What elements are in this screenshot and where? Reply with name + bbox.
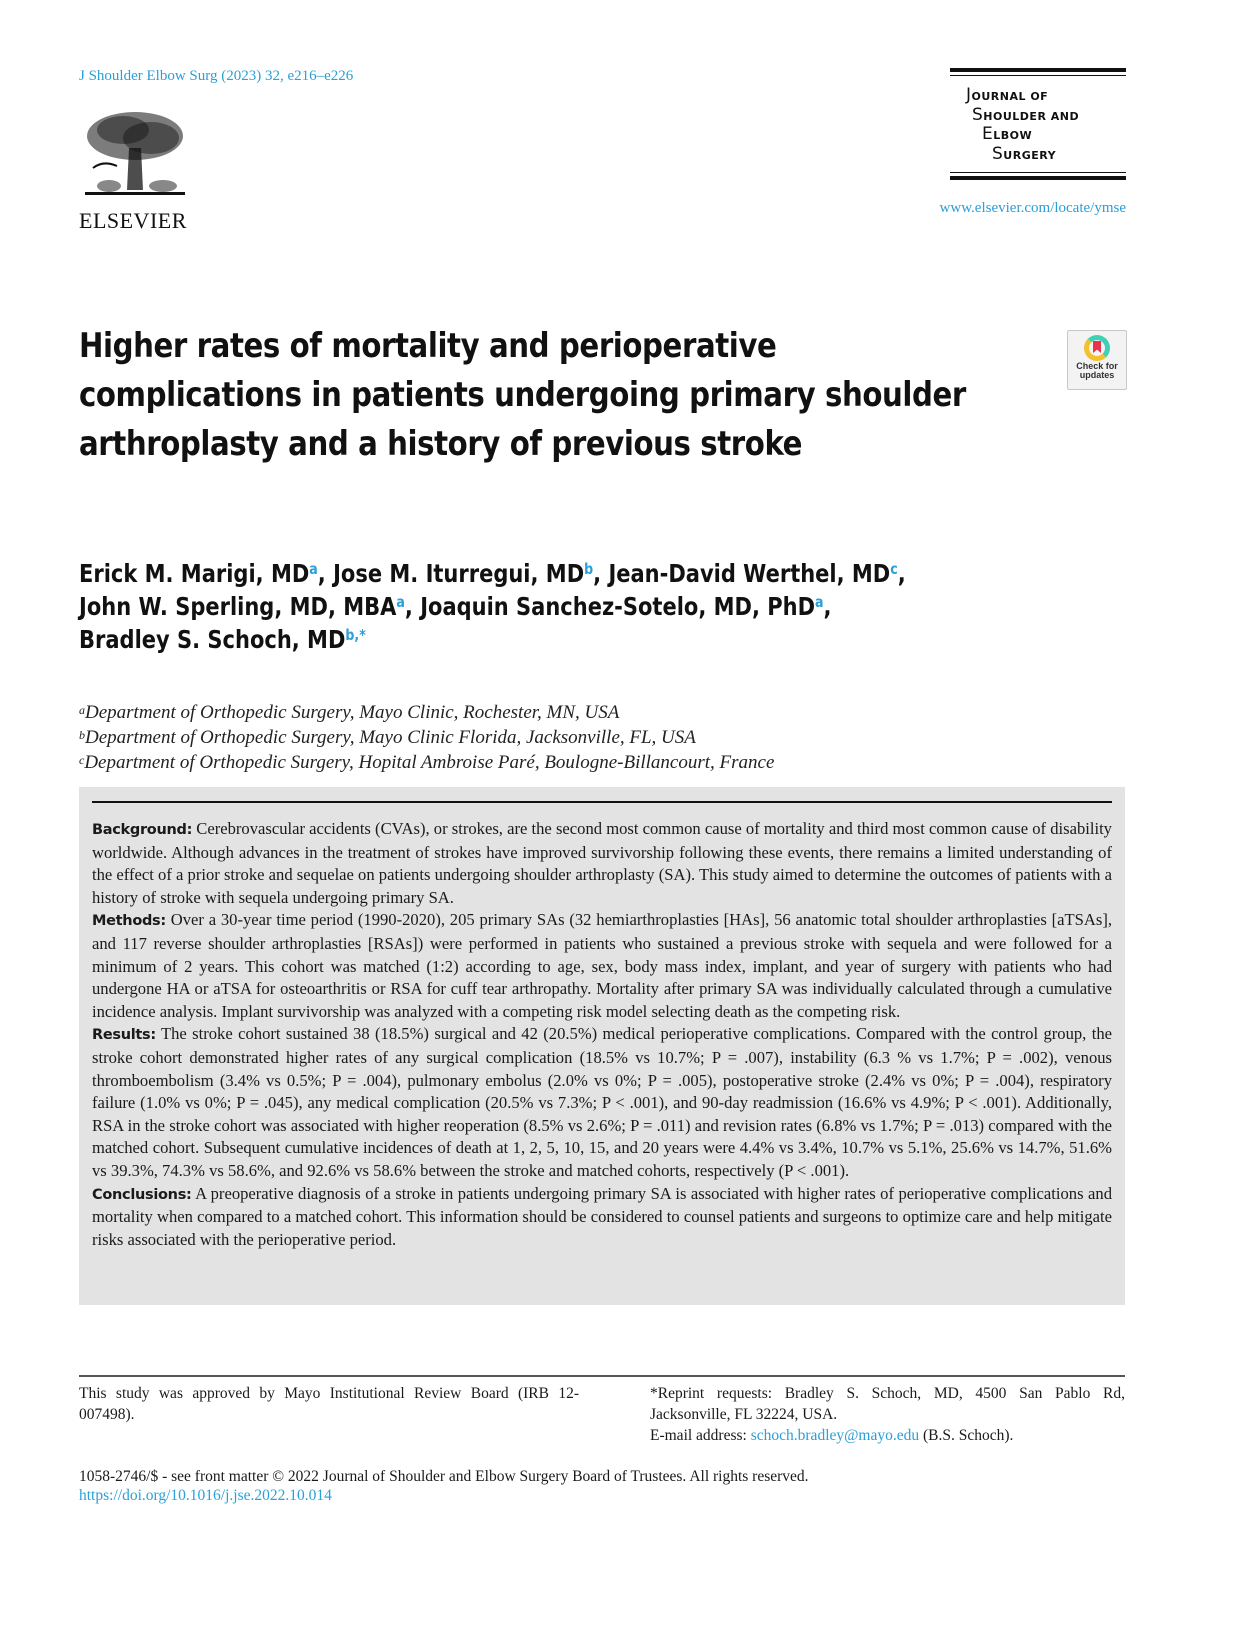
email-suffix: (B.S. Schoch). <box>922 1427 1014 1444</box>
affiliation-link[interactable]: a <box>815 593 824 611</box>
journal-name-line-3: ELBOW <box>982 124 1033 145</box>
affiliation-link[interactable]: c <box>890 560 898 578</box>
abstract-section-label: Background: <box>92 822 193 838</box>
author-name: John W. Sperling, MD, MBA <box>79 592 397 621</box>
journal-name-line-4: SURGERY <box>992 143 1057 164</box>
reprint-footnote <box>626 1383 1125 1446</box>
elsevier-logo <box>79 108 191 234</box>
affiliation-link[interactable]: a <box>309 560 318 578</box>
author-name: Jose M. Iturregui, MD <box>333 559 585 588</box>
journal-url-link[interactable]: www.elsevier.com/locate/ymse <box>939 200 1126 216</box>
abstract-section-label: Conclusions: <box>92 1186 192 1203</box>
author-list: Erick M. Marigi, MD$^a$, Jose M. Iturregui, MD$^b$, Jean-David Werthel, MD$^c$, John W. Sperling, MD, MBA$^a$, Joaquin Sanchez-Sotelo, MD, PhD$^a$, Bradley S. Schoch, MD$^{b,*}$ <box>79 559 906 654</box>
abstract-box <box>79 787 1125 1305</box>
abstract-background: Background: Cerebrovascular accidents (CVAs), or strokes, are the second most common cause of mortality and third most common cause of disability worldwide. Although advances in the treatment of strokes have improved survivorship following these events, there remains a limited understanding of the effect of a prior stroke and sequelae on patients undergoing shoulder arthroplasty (SA). This study aimed to determine the outcomes of patients with a history of stroke with sequela undergoing primary SA. <box>92 819 1112 907</box>
doi-link[interactable]: https://doi.org/10.1016/j.jse.2022.10.014 <box>79 1487 332 1504</box>
check-for-updates-icon <box>1084 335 1110 361</box>
check-for-updates-button[interactable] <box>1067 330 1127 390</box>
abstract-body <box>92 818 1112 1251</box>
abstract-section-label: Results: <box>92 1027 156 1044</box>
journal-citation-link[interactable]: J Shoulder Elbow Surg (2023) 32, e216–e226 <box>79 68 354 84</box>
affiliation-link[interactable]: b,* <box>345 626 366 644</box>
author-name: Joaquin Sanchez-Sotelo, MD, PhD <box>420 592 816 621</box>
author-name: Bradley S. Schoch, MD <box>79 625 346 654</box>
elsevier-tree-icon <box>83 108 187 201</box>
affiliation-item: $^b$Department of Orthopedic Surgery, Mayo Clinic Florida, Jacksonville, FL, USA <box>79 727 696 748</box>
masthead-top-rule <box>950 68 1126 72</box>
masthead-bottom-rule <box>950 176 1126 180</box>
masthead-bottom-rule-thin <box>950 172 1126 173</box>
affiliation-link[interactable]: b <box>584 560 594 578</box>
abstract-section-label: Methods: <box>92 913 166 930</box>
affiliation-item: $^a$Department of Orthopedic Surgery, Mayo Clinic, Rochester, MN, USA <box>79 702 620 723</box>
abstract-methods: Methods: Over a 30-year time period (1990-2020), 205 primary SAs (32 hemiarthroplasties [HAs], 56 anatomic total shoulder arthroplasties [aTSAs], and 117 reverse shoulder arthroplasties [RSAs]) were performed in patients who sustained a previous stroke with sequela and were followed for a minimum of 2 years. This cohort was matched (1:2) according to age, sex, body mass index, implant, and year of surgery with patients who had undergone HA or aTSA for osteoarthritis or RSA for cuff tear arthropathy. Mortality after primary SA was individually calculated through a cumulative incidence analysis. Implant survivorship was analyzed with a competing risk model selecting death as the competing risk. <box>92 910 1112 1021</box>
elsevier-wordmark: ELSEVIER <box>79 208 187 233</box>
email-line <box>626 1425 1125 1446</box>
email-label: E-mail address: <box>650 1427 747 1444</box>
copyright-notice: 1058-2746/$ - see front matter © 2022 Journal of Shoulder and Elbow Surgery Board of Trustees. All rights reserved. <box>79 1468 809 1485</box>
affiliation-list <box>79 700 774 775</box>
reprint-request: *Reprint requests: Bradley S. Schoch, MD, 4500 San Pablo Rd, Jacksonville, FL 32224, USA. <box>650 1385 1125 1423</box>
journal-name-line-2: SHOULDER AND <box>972 104 1080 125</box>
abstract-conclusions: Conclusions: A preoperative diagnosis of a stroke in patients undergoing primary SA is associated with higher rates of perioperative complications and mortality when compared to a matched cohort. This information should be considered to counsel patients and surgeons to optimize care and help mitigate risks associated with the perioperative period. <box>92 1183 1112 1249</box>
affiliation-item: $^c$Department of Orthopedic Surgery, Hopital Ambroise Paré, Boulogne-Billancourt, France <box>79 752 775 773</box>
affiliation-link[interactable]: a <box>396 593 405 611</box>
footnote-rule <box>79 1375 1125 1377</box>
author-name: Jean-David Werthel, MD <box>608 559 891 588</box>
journal-name <box>950 76 1126 172</box>
author-email-link[interactable]: schoch.bradley@mayo.edu <box>750 1427 920 1444</box>
article-title: Higher rates of mortality and perioperative complications in patients undergoing primary shoulder arthroplasty and a history of previous stroke <box>79 326 966 464</box>
journal-name-line-1: JOURNAL OF <box>966 85 1049 105</box>
abstract-top-rule <box>92 801 1112 803</box>
irb-footnote: This study was approved by Mayo Institutional Review Board (IRB 12-007498). <box>79 1385 579 1423</box>
abstract-results: Results: The stroke cohort sustained 38 (18.5%) surgical and 42 (20.5%) medical perioperative complications. Compared with the control group, the stroke cohort demonstrated higher rates of any surgical complication (18.5% vs 10.7%; P = .007), instability (6.3 % vs 1.7%; P = .002), venous thromboembolism (3.4% vs 0.5%; P = .004), pulmonary embolus (2.0% vs 0%; P = .005), postoperative stroke (2.4% vs 0%; P = .004), respiratory failure (1.0% vs 0%; P = .045), any medical complication (20.5% vs 7.3%; P < .001), and 90-day readmission (16.6% vs 4.9%; P < .001). Additionally, RSA in the stroke cohort was associated with higher reoperation (8.5% vs 2.6%; P = .011) and revision rates (6.8% vs 1.7%; P = .013) compared with the matched cohort. Subsequent cumulative incidences of death at 1, 2, 5, 10, 15, and 20 years were 4.4% vs 3.4%, 10.7% vs 5.1%, 25.6% vs 14.7%, 51.6% vs 39.3%, 74.3% vs 58.6%, and 92.6% vs 58.6% between the stroke and matched cohorts, respectively (P < .001). <box>92 1024 1112 1180</box>
author-name: Erick M. Marigi, MD <box>79 559 310 588</box>
journal-masthead <box>950 68 1126 180</box>
check-for-updates-label: Check for updates <box>1076 361 1118 380</box>
